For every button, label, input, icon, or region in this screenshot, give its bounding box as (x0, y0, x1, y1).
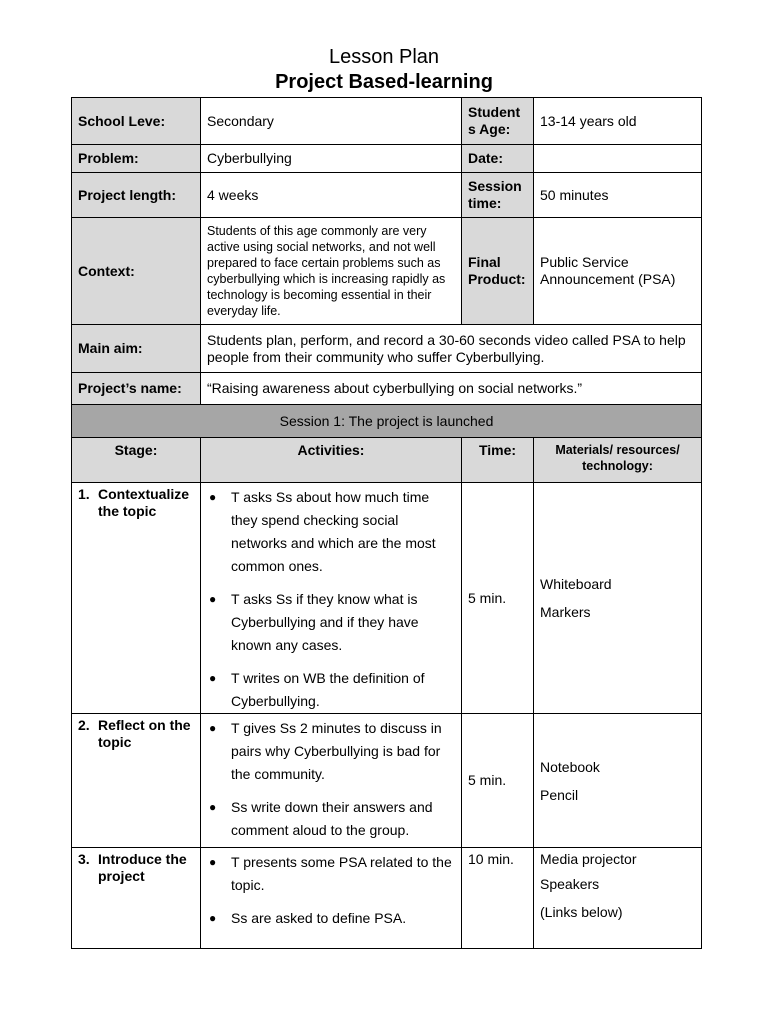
students-age-value: 13-14 years old (534, 98, 702, 145)
students-age-label-line1: Student (468, 104, 521, 120)
activities-list (207, 717, 455, 842)
materials-cell (534, 483, 702, 714)
activity-text: T asks Ss about how much time they spend checking social networks and which are the most common ones. (231, 489, 436, 574)
students-age-label-line2: s Age: (468, 121, 511, 137)
bullet-icon: ● (209, 592, 217, 606)
session-title: Session 1: The project is launched (72, 405, 702, 438)
activity-item (207, 667, 455, 713)
stage-number: 1. (78, 486, 90, 502)
stage-number: 3. (78, 851, 90, 867)
activity-item (207, 851, 455, 897)
main-aim-label: Main aim: (72, 325, 201, 373)
bullet-icon: ● (209, 721, 217, 735)
bullet-icon: ● (209, 671, 217, 685)
document-title: Lesson Plan (328, 46, 440, 68)
project-name-label: Project’s name: (72, 373, 201, 405)
activity-item (207, 588, 455, 657)
materials-cell (534, 714, 702, 848)
project-length-value: 4 weeks (201, 173, 462, 218)
materials-cell (534, 848, 702, 949)
final-product-value: Public Service Announcement (PSA) (534, 218, 702, 325)
activity-text: T writes on WB the definition of Cyberbullying. (231, 670, 425, 709)
material-item: Speakers (540, 876, 600, 892)
header-activities: Activities: (201, 438, 462, 483)
project-length-label: Project length: (72, 173, 201, 218)
activities-cell (201, 848, 462, 949)
students-age-label (462, 98, 534, 145)
document-subtitle: Project Based-learning (275, 71, 493, 93)
row-main-aim (72, 325, 702, 373)
school-level-value: Secondary (201, 98, 462, 145)
table-row-stage-2 (72, 714, 702, 848)
bullet-icon: ● (209, 800, 217, 814)
activity-item (207, 796, 455, 842)
time-cell: 10 min. (462, 848, 534, 949)
time-cell: 5 min. (462, 714, 534, 848)
header-time: Time: (462, 438, 534, 483)
stage-cell (72, 483, 201, 714)
activity-item (207, 717, 455, 786)
row-session-title (72, 405, 702, 438)
activity-text: T presents some PSA related to the topic. (231, 854, 452, 893)
final-product-label-line1: Final (468, 254, 501, 270)
activity-item (207, 486, 455, 578)
activity-item (207, 907, 455, 930)
stage-cell (72, 848, 201, 949)
stage-name: Introduce the project (98, 851, 187, 884)
row-project-length (72, 173, 702, 218)
activities-list (207, 851, 455, 930)
row-school-level (72, 98, 702, 145)
date-label: Date: (462, 145, 534, 173)
table-row-stage-1 (72, 483, 702, 714)
main-aim-value: Students plan, perform, and record a 30-60 seconds video called PSA to help people from their community who suffer Cyberbullying. (201, 325, 702, 373)
activity-text: T gives Ss 2 minutes to discuss in pairs why Cyberbullying is bad for the community. (231, 720, 442, 782)
problem-label: Problem: (72, 145, 201, 173)
project-name-value: “Raising awareness about cyberbullying on social networks.” (201, 373, 702, 405)
date-value (534, 145, 702, 173)
activities-list (207, 486, 455, 713)
school-level-label: School Leve: (72, 98, 201, 145)
context-label: Context: (72, 218, 201, 325)
problem-value: Cyberbullying (201, 145, 462, 173)
stage-number: 2. (78, 717, 90, 733)
session-time-label-line1: Session (468, 178, 522, 194)
header-materials: Materials/ resources/ technology: (534, 438, 702, 483)
material-item: (Links below) (540, 904, 623, 920)
row-session-headers (72, 438, 702, 483)
bullet-icon: ● (209, 855, 217, 869)
stage-cell (72, 714, 201, 848)
session-time-value: 50 minutes (534, 173, 702, 218)
stage-name: Contextualize the topic (98, 486, 190, 519)
lesson-plan-table (71, 97, 702, 949)
activity-text: Ss write down their answers and comment aloud to the group. (231, 799, 433, 838)
material-item: Markers (540, 604, 591, 620)
context-value: Students of this age commonly are very active using social networks, and not well prepared to face certain problems such as cyberbullying which is increasing rapidly as technology is becoming essential in their everyday life. (201, 218, 462, 325)
activities-cell (201, 483, 462, 714)
activity-text: T asks Ss if they know what is Cyberbullying and if they have known any cases. (231, 591, 419, 653)
row-project-name (72, 373, 702, 405)
stage-name: Reflect on the topic (98, 717, 191, 750)
session-time-label (462, 173, 534, 218)
time-cell: 5 min. (462, 483, 534, 714)
activity-text: Ss are asked to define PSA. (231, 910, 407, 926)
material-item: Media projector (540, 851, 637, 867)
material-item: Whiteboard (540, 576, 612, 592)
bullet-icon: ● (209, 911, 217, 925)
bullet-icon: ● (209, 490, 217, 504)
row-context (72, 218, 702, 325)
header-stage: Stage: (72, 438, 201, 483)
final-product-label (462, 218, 534, 325)
material-item: Notebook (540, 758, 600, 775)
table-row-stage-3 (72, 848, 702, 949)
final-product-label-line2: Product: (468, 271, 526, 287)
session-time-label-line2: time: (468, 195, 502, 211)
material-item: Pencil (540, 786, 579, 803)
activities-cell (201, 714, 462, 848)
row-problem (72, 145, 702, 173)
